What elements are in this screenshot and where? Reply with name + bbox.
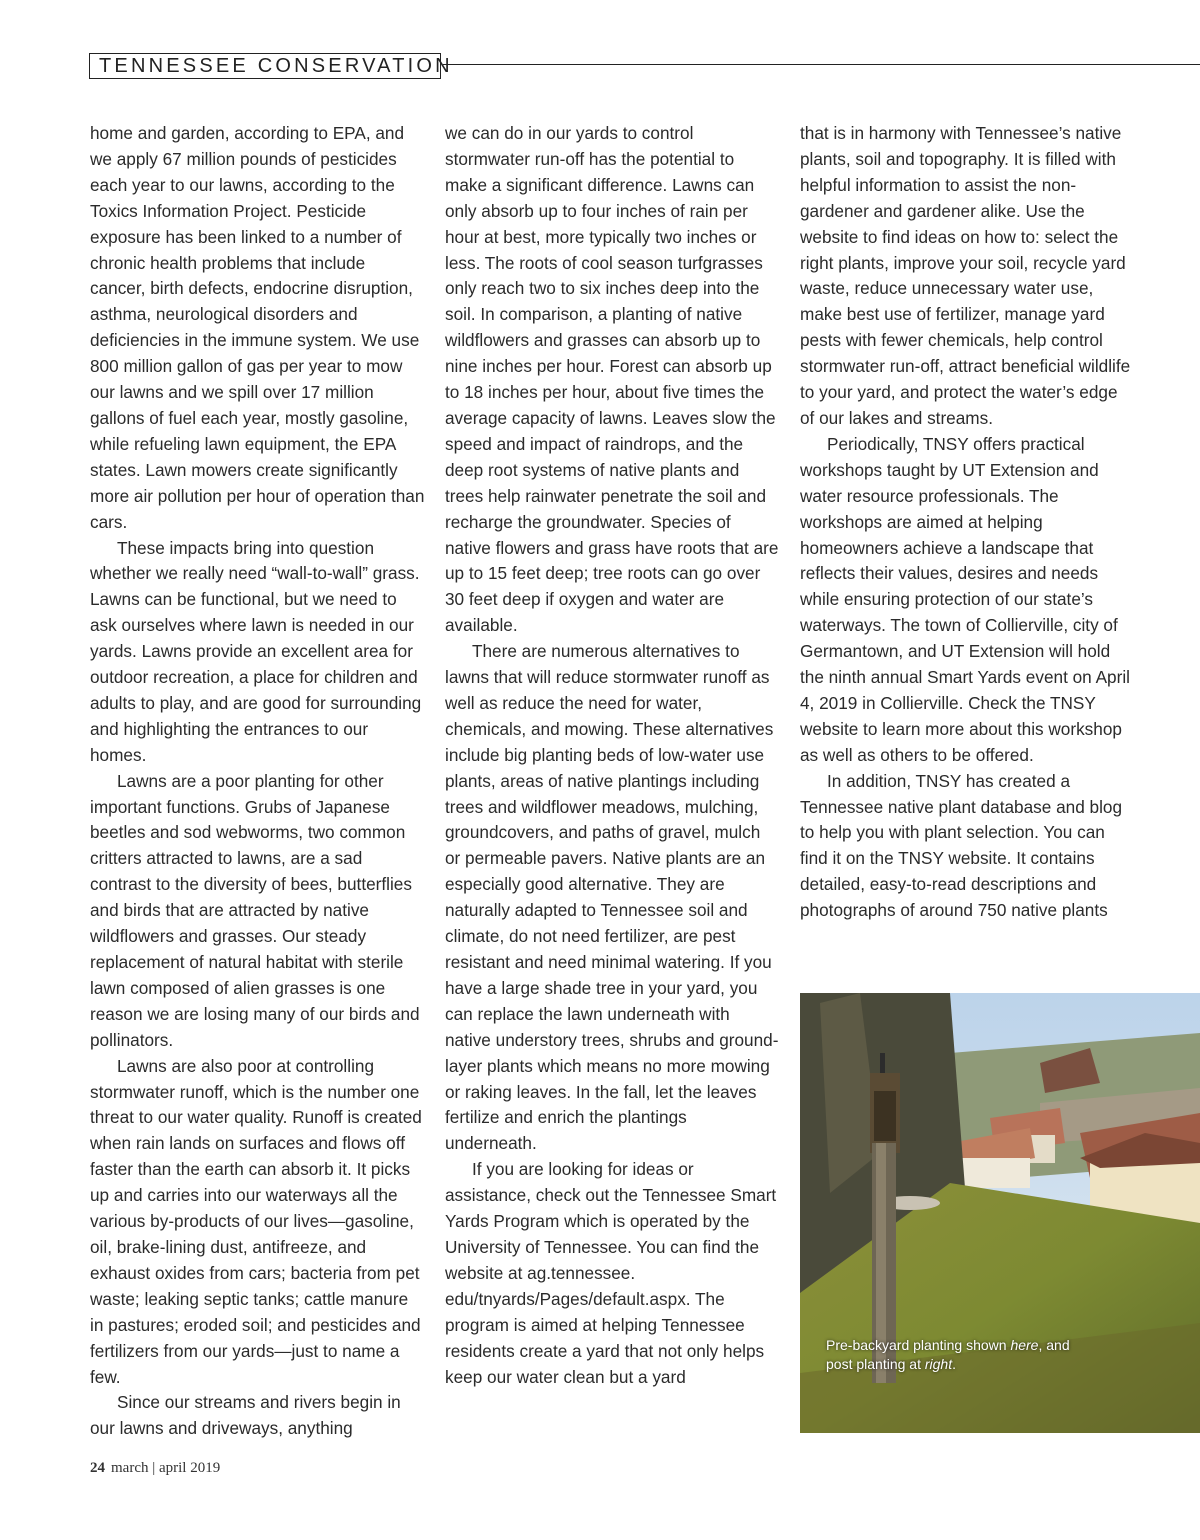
photo-caption (826, 1336, 1086, 1374)
article-column-3 (800, 121, 1135, 924)
page-footer (90, 1460, 220, 1477)
section-header-title: TENNESSEE CONSERVATION (99, 55, 453, 77)
caption-text-here: here (1010, 1337, 1039, 1353)
paragraph: These impacts bring into question whether we really need “wall-to-wall” grass. Lawns can be functional, but we need to ask ourselves where lawn is needed in our yards. Lawns provide an excellent area for outdoor recreation, a place for children and adults to play, and are good for surrounding and highlighting the entrances to our homes. (90, 537, 422, 765)
paragraph: that is in harmony with Tennessee’s native plants, soil and topography. It is filled with helpful information to assist the non-gardener and gardener alike. Use the website to find ideas on how to: select the right plants, improve your soil, recycle yard waste, reduce unnecessary water use, make best use of fertilizer, manage yard pests with fewer chemicals, help control stormwater run-off, attract beneficial wildlife to your yard, and protect the water’s edge of our lakes and streams. (800, 123, 1131, 428)
paragraph: If you are looking for ideas or assistance, check out the Tennessee Smart Yards Program which is operated by the University of Tennessee. You can find the website at ag.tennessee. edu/tnyards/Pages/default.aspx. The program is aimed at helping Tennessee residents create a yard that not only helps keep our water clean but a yard (445, 1159, 777, 1387)
caption-text-right: right (924, 1356, 953, 1372)
paragraph: There are numerous alternatives to lawns that will reduce stormwater runoff as well as reduce the need for water, chemicals, and mowing. These alternatives include big planting beds of low-water use plants, areas of native plantings including trees and wildflower meadows, mulching, groundcovers, and paths of gravel, mulch or permeable pavers. Native plants are an especially good alternative. They are naturally adapted to Tennessee soil and climate, do not need fertilizer, are pest resistant and need minimal watering. If you have a large shade tree in your yard, you can replace the lawn underneath with native understory trees, shrubs and ground-layer plants which means no more mowing or raking leaves. In the fall, let the leaves fertilize and enrich the plantings underneath. (445, 641, 779, 1154)
paragraph: Periodically, TNSY offers practical workshops taught by UT Extension and water resource professionals. The workshops are aimed at helping homeowners achieve a landscape that reflects their values, desires and needs while ensuring protection of our state’s waterways. The town of Collierville, city of Germantown, and UT Extension will hold the ninth annual Smart Yards event on April 4, 2019 in Collierville. Check the TNSY website to learn more about this workshop as well as others to be offered. (800, 433, 1130, 765)
paragraph: home and garden, according to EPA, and we apply 67 million pounds of pesticides each year to our lawns, according to the Toxics Information Project. Pesticide exposure has been linked to a number of chronic health problems that include cancer, birth defects, endocrine disruption, asthma, neurological disorders and deficiencies in the immune system. We use 800 million gallon of gas per year to mow our lawns and we spill over 17 million gallons of fuel each year, mostly gasoline, while refueling lawn equipment, the EPA states. Lawn mowers create significantly more air pollution per hour of operation than cars. (90, 123, 425, 532)
section-header (89, 53, 453, 79)
caption-text: Pre-backyard planting shown (826, 1337, 1011, 1353)
issue-date: march | april 2019 (111, 1460, 221, 1476)
paragraph: Since our streams and rivers begin in our lawns and driveways, anything (90, 1392, 401, 1439)
header-rule (443, 64, 1200, 65)
caption-text: . (952, 1356, 956, 1372)
paragraph: Lawns are a poor planting for other important functions. Grubs of Japanese beetles and sod webworms, two common critters attracted to lawns, are a sad contrast to the diversity of bees, butterflies and birds that are attracted by native wildflowers and grasses. Our steady replacement of natural habitat with sterile lawn composed of alien grasses is one reason we are losing many of our birds and pollinators. (90, 770, 420, 1050)
paragraph: we can do in our yards to control stormwater run-off has the potential to make a significant difference. Lawns can only absorb up to four inches of rain per hour at best, more typically two inches or less. The roots of cool season turfgrasses only reach two to six inches deep into the soil. In comparison, a planting of native wildflowers and grasses can absorb up to nine inches per hour. Forest can absorb up to 18 inches per hour, about five times the average capacity of lawns. Leaves slow the speed and impact of raindrops, and the deep root systems of native plants and trees help rainwater penetrate the soil and recharge the groundwater. Species of native flowers and grass have roots that are up to 15 feet deep; tree roots can go over 30 feet deep if oxygen and water are available. (445, 123, 779, 636)
caption-text: , and post planting at (826, 1337, 1070, 1372)
paragraph: In addition, TNSY has created a Tennessee native plant database and blog to help you with plant selection. You can find it on the TNSY website. It contains detailed, easy-to-read descriptions and photographs of around 750 native plants (800, 770, 1123, 921)
paragraph: Lawns are also poor at controlling stormwater runoff, which is the number one threat to our water quality. Runoff is created when rain lands on surfaces and flows off faster than the earth can absorb it. It picks up and carries into our waterways all the various by-products of our lives—gasoline, oil, brake-lining dust, antifreeze, and exhaust oxides from cars; bacteria from pet waste; leaking septic tanks; cattle manure in pastures; eroded soil; and pesticides and fertilizers from our yards—just to name a few. (90, 1055, 422, 1387)
page-number: 24 (90, 1460, 105, 1476)
article-column-1 (90, 121, 425, 1442)
backyard-photo (800, 993, 1200, 1433)
article-column-2 (445, 121, 780, 1390)
